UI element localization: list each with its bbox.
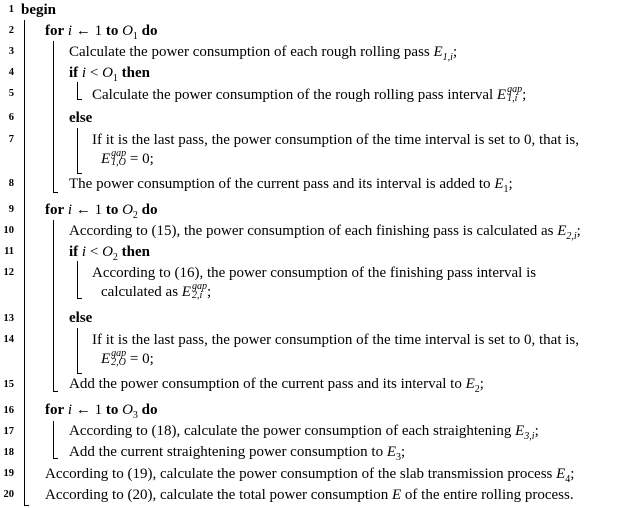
math-subscript: 2 — [112, 252, 118, 263]
algo-line-1 — [21, 1, 56, 19]
line-text: The power consumption of the current pass and its interval is added to — [69, 176, 491, 192]
else-block-end — [77, 173, 82, 174]
math-punct: ; — [576, 223, 581, 239]
line-text: According to (20), calculate the total power consumption — [45, 487, 389, 503]
math-var: i — [67, 202, 73, 218]
line-text: Add the power consumption of the current pass and its interval to — [69, 376, 462, 392]
math-number: 1 — [94, 23, 103, 39]
math-var: O — [122, 402, 133, 418]
else-block-end — [77, 373, 82, 374]
algo-line-5 — [92, 85, 526, 104]
algo-line-8 — [69, 175, 513, 193]
math-var: E — [101, 151, 111, 167]
algo-line-13 — [69, 309, 92, 327]
line-number: 18 — [3, 447, 14, 458]
math-var: E — [465, 376, 475, 392]
line-text: If it is the last pass, the power consumption of the time interval is set to 0, that is, — [92, 332, 580, 348]
math-superscript: gap — [111, 148, 127, 159]
math-var: O — [122, 23, 133, 39]
line-text: According to (15), the power consumption of each finishing pass is calculated as — [69, 223, 554, 239]
keyword-to: to — [105, 23, 119, 39]
math-arrow: ← — [75, 202, 91, 218]
math-superscript: gap — [507, 84, 523, 95]
keyword-do: do — [141, 23, 158, 39]
math-subscript: 1 — [132, 31, 138, 42]
if-block-end — [77, 298, 82, 299]
line-text: According to (19), calculate the power consumption of the slab transmission process — [45, 466, 553, 482]
math-var: E — [101, 351, 111, 367]
algo-line-14 — [92, 331, 579, 349]
begin-block-bar — [24, 20, 25, 506]
line-number: 5 — [8, 88, 14, 99]
keyword-then: then — [121, 65, 150, 81]
math-punct: ; — [570, 466, 575, 482]
line-number: 8 — [8, 178, 14, 189]
math-number: 1 — [94, 202, 103, 218]
algo-line-3 — [69, 43, 457, 61]
math-punct: ; — [479, 376, 484, 392]
math-subscript: 4 — [565, 474, 571, 485]
math-subscript: 1 — [112, 73, 118, 84]
math-subscript: 1 — [503, 184, 509, 195]
line-text: According to (18), calculate the power consumption of each straightening — [69, 423, 512, 439]
keyword-to: to — [105, 402, 119, 418]
for-block-end — [53, 458, 58, 459]
math-subscript: 2 — [132, 210, 138, 221]
math-var: E — [557, 223, 567, 239]
math-punct: ; — [401, 444, 406, 460]
algo-line-12 — [92, 264, 536, 282]
math-punct: ; — [534, 423, 539, 439]
math-equation: = 0; — [126, 351, 154, 367]
line-number: 9 — [8, 204, 14, 215]
algo-line-17 — [69, 422, 539, 440]
math-arrow: ← — [75, 402, 91, 418]
math-superscript: gap — [111, 348, 127, 359]
math-subscript: 1,O — [111, 157, 126, 168]
math-var: E — [494, 176, 504, 192]
else-block-bar — [77, 328, 78, 374]
line-number: 6 — [8, 112, 14, 123]
algo-line-7 — [92, 131, 579, 149]
line-number: 10 — [3, 225, 14, 236]
algo-line-20 — [45, 486, 574, 504]
algo-line-4 — [69, 64, 150, 82]
math-punct: ; — [522, 87, 527, 103]
line-number: 4 — [8, 67, 14, 78]
line-number: 2 — [8, 25, 14, 36]
math-var: E — [181, 284, 191, 300]
else-block-bar — [77, 128, 78, 174]
keyword-do: do — [141, 202, 158, 218]
line-number: 12 — [3, 267, 14, 278]
keyword-begin: begin — [21, 2, 57, 18]
algo-line-18 — [69, 443, 405, 461]
math-var: E — [515, 423, 525, 439]
line-number: 11 — [4, 246, 14, 257]
line-number: 20 — [3, 489, 14, 500]
math-subscript: 2 — [474, 384, 480, 395]
for-block-bar — [53, 220, 54, 392]
math-var: E — [391, 487, 402, 503]
keyword-if: if — [69, 244, 79, 260]
keyword-else: else — [69, 110, 93, 126]
math-op: < — [89, 244, 99, 260]
line-number: 15 — [3, 379, 14, 390]
math-punct: ; — [508, 176, 513, 192]
keyword-then: then — [121, 244, 150, 260]
for-block-bar — [53, 41, 54, 193]
math-punct: ; — [206, 284, 212, 300]
line-number: 17 — [3, 426, 14, 437]
math-var: E — [386, 444, 397, 460]
keyword-if: if — [69, 65, 79, 81]
algo-line-14-cont — [101, 349, 154, 368]
keyword-to: to — [105, 202, 119, 218]
math-var: O — [102, 65, 113, 81]
keyword-do: do — [141, 402, 158, 418]
keyword-else: else — [69, 310, 93, 326]
for-block-bar — [53, 421, 54, 459]
math-subscript: 2,i — [566, 231, 577, 242]
math-subscript: 3 — [396, 452, 402, 463]
math-var: O — [102, 244, 113, 260]
begin-block-end — [24, 505, 29, 506]
math-var: i — [67, 23, 73, 39]
math-var: O — [122, 202, 133, 218]
math-subscript: 1,i — [507, 93, 518, 104]
algo-line-7-cont — [101, 149, 154, 168]
line-number: 14 — [3, 334, 14, 345]
keyword-for: for — [45, 202, 65, 218]
line-text: calculated as — [101, 284, 179, 300]
math-var: E — [433, 44, 443, 60]
line-number: 19 — [3, 468, 14, 479]
line-text: Add the current straightening power consumption to — [69, 444, 384, 460]
line-number: 1 — [8, 4, 14, 15]
math-subscript: 1,i — [442, 52, 453, 63]
if-block-bar — [77, 82, 78, 100]
math-var: i — [81, 244, 87, 260]
keyword-for: for — [45, 23, 65, 39]
math-op: < — [89, 65, 99, 81]
line-number: 7 — [8, 134, 14, 145]
keyword-for: for — [45, 402, 65, 418]
line-text: If it is the last pass, the power consumption of the time interval is set to 0, that is, — [92, 132, 580, 148]
algo-line-12-cont — [101, 282, 211, 301]
for-block-end — [53, 391, 58, 392]
math-var: E — [496, 87, 507, 103]
math-number: 1 — [94, 402, 103, 418]
math-superscript: gap — [191, 281, 207, 292]
line-text: of the entire rolling process. — [404, 487, 574, 503]
math-subscript: 2,i — [191, 290, 203, 301]
math-subscript: 3,i — [524, 431, 535, 442]
algo-line-10 — [69, 222, 581, 240]
algo-line-6 — [69, 109, 92, 127]
line-text: Calculate the power consumption of each rough rolling pass — [69, 44, 430, 60]
line-text: According to (16), the power consumption of the finishing pass interval is — [92, 265, 537, 281]
math-var: E — [556, 466, 566, 482]
algo-line-19 — [45, 465, 574, 483]
for-block-end — [53, 192, 58, 193]
if-block-end — [77, 99, 82, 100]
math-punct: ; — [452, 44, 458, 60]
math-subscript: 2,O — [111, 357, 126, 368]
algo-line-15 — [69, 375, 484, 393]
math-subscript: 3 — [132, 410, 138, 421]
line-number: 3 — [8, 46, 14, 57]
math-equation: = 0; — [126, 151, 154, 167]
line-number: 16 — [3, 405, 14, 416]
algo-line-2 — [45, 22, 158, 40]
line-number: 13 — [3, 313, 14, 324]
line-text: Calculate the power consumption of the rough rolling pass interval — [92, 87, 494, 103]
if-block-bar — [77, 261, 78, 299]
algo-line-11 — [69, 243, 150, 261]
math-var: i — [81, 65, 87, 81]
math-arrow: ← — [75, 23, 91, 39]
math-var: i — [67, 402, 73, 418]
algo-line-16 — [45, 401, 158, 419]
algo-line-9 — [45, 201, 158, 219]
